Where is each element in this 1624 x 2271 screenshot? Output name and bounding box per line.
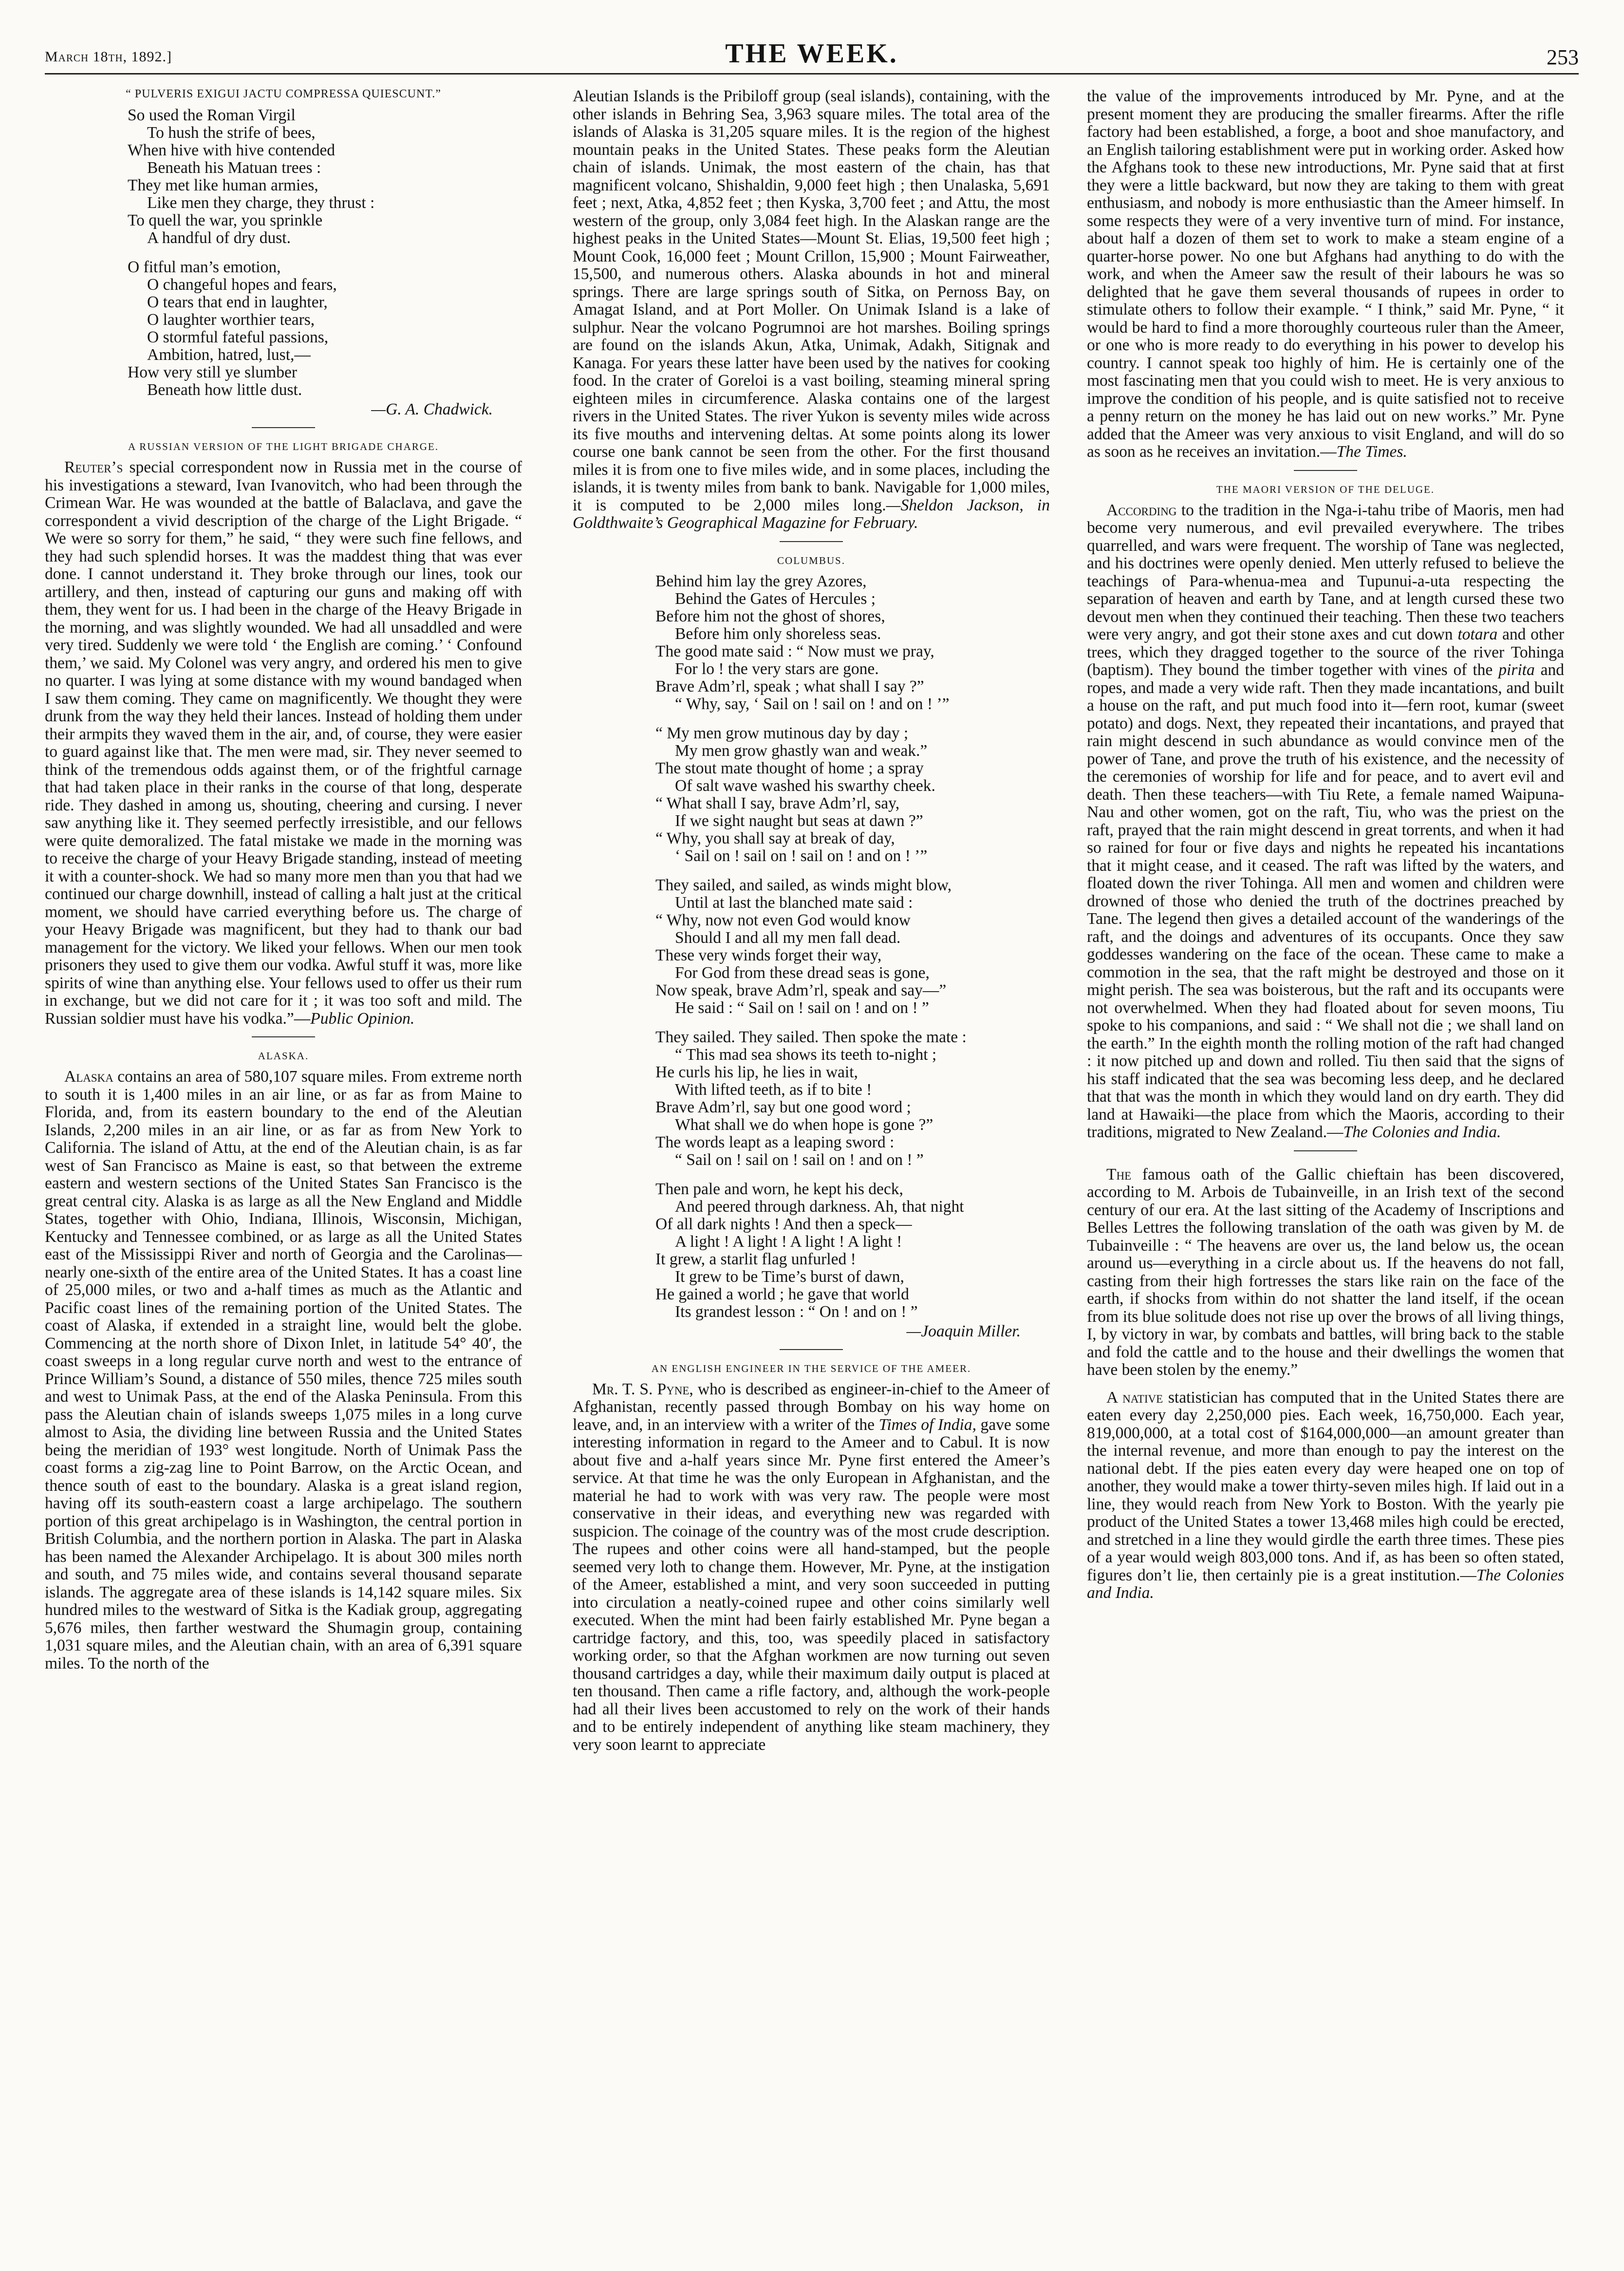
poem-line: “ This mad sea shows its teeth to-night ; [675,1045,937,1064]
masthead-rule [45,73,1579,75]
maori-body-c: and ropes, and made a very wide raft. Then they made incantations, and built a house on the raft, and put much food into it—fern root, kumar (sweet potato) and dogs. Next, they repeated their incantations, and prayed that rain might descend in such abundance as would convince men of the power of Tane, and prove the truth of his existence, and the necessity of the ceremonies of worship for life and for peace, and to avert evil and death. Then these teachers—with Tiu Rete, a female named Waipuna-Nau and other women, got on the raft, Tiu, who was the priest on the raft, prayed that the rain might descend in great torrents, and when it had so rained for four or five days and nights he repeated his incantations that it might cease, and it ceased. The raft was lifted by the waters, and floated down the river Tohinga. All men and women and children were drowned of those who denied the truth of the doctrines preached by Tane. The legend then gives a detailed account of the wanderings of the raft, and the doings and adventures of its occupants. Once they saw goddesses wandering on the face of the ocean. These came to make a commotion in the sea, that the raft might be destroyed and those on it might perish. The sea was boisterous, but the raft and its occupants were not overwhelmed. When they had floated about for seven moons, Tiu spoke to his companions, and said : “ We shall not die ; we shall land on the earth.” In the eighth month the rolling motion of the raft had changed : it now pitched up and down and rolled. Tiu then said that the signs of his staff indicated that the sea was becoming less deep, and he declared that that was the month in which they would land on dry earth. They did land at Hawaiki—the place from which the Maoris, according to their traditions, migrated to New Zealand.— [1087,661,1564,1141]
poem-line: Behind him lay the grey Azores, [655,572,867,590]
brigade-source: Public Opinion. [310,1009,415,1028]
engineer-source: The Times. [1336,443,1407,461]
poem-line: Beneath his Matuan trees : [147,159,321,177]
poem-line: For God from these dread seas is gone, [675,963,930,982]
engineer-body-1b: gave some interesting information in regard to the Ameer and to Cabul. It is now about five and a-half years since Mr. Pyne first entered the Ameer’s service. At that time he was the only European in Afghanistan, and the material he had to work with was very raw. The people were most conservative in their ideas, and everything new was regarded with suspicion. The coinage of the country was of the most crude description. The rupees and other coins were all hand-stamped, but the people seemed very loth to change them. However, Mr. Pyne, at the instigation of the Ameer, established a mint, and very soon succeeded in putting into circulation a neatly-coined rupee and other coins similarly well executed. When the mint had been fairly established Mr. Pyne began a cartridge factory, and this, too, was speedily placed in satisfactory working order, so that the Afghan workmen are now turning out seven thousand cartridges a day, while their maximum daily output is placed at ten thousand. Then came a rifle factory, and, although the work-people had all their lives been accustomed to rely on the work of their hands and to be entirely independent of anything like steam machinery, they very soon learnt to appreciate [573,1415,1050,1754]
engineer-times-of-india: Times of India, [878,1415,976,1434]
engineer-body-1a: who is described as engineer-in-chief to the Ameer of Afghanistan, recently passed through Bombay on his way home on leave, and, in an interview with a writer of the [573,1380,1050,1434]
section-rule [1294,470,1357,471]
columbus-author: —Joaquin Miller. [906,1322,1021,1340]
oath-body: famous oath of the Gallic chieftain has been discovered, according to M. Arbois de Tubainveille, in an Irish text of the second century of our era. At the last sitting of the Academy of Inscriptions and Belles Lettres the following translation of the oath was given by M. de Tubainveille : “ The heavens are over us, the land below us, the ocean around us—everything in a circle about us. If the heavens do not fall, casting from their high fortresses the stars like rain on the face of the earth, if shocks from within do not shatter the land itself, if the ocean from its blue solitude does not rise up over the brows of all living things, I, by victory in war, by combats and battles, will bring back to the stable and fold the cattle and to the house and their dwellings the women that have been stolen by the enemy.” [1087,1165,1564,1379]
section-rule [780,541,843,542]
poem-line: Of salt wave washed his swarthy cheek. [675,776,935,795]
poem-line: They sailed, and sailed, as winds might blow, [655,876,952,894]
poem-line: To quell the war, you sprinkle [128,211,323,229]
poem-line: Behind the Gates of Hercules ; [675,589,876,608]
engineer-body-2: the value of the improvements introduced by Mr. Pyne, and at the present moment they are producing the smaller firearms. After the rifle factory had been established, a forge, a boot and shoe manufactory, and an English tailoring establishment were put in working order. Asked how the Afghans took to these new introductions, Mr. Pyne said that at first they were a little backward, but now they are taking to them with great enthusiasm, and nobody is more enthusiastic than the Ameer himself. In some respects they were of a very inventive turn of mind. For instance, about half a dozen of them set to work to make a steam engine of a quarter-horse power. No one but Afghans had anything to do with the work, and when the Ameer saw the result of their labours he was so delighted that he gave them several thousands of rupees in order to stimulate others to follow their example. “ I think,” said Mr. Pyne, “ it would be hard to find a more thoroughly courteous ruler than the Ameer, or one who is more ready to do everything in his power to develop his country. I cannot speak too highly of him. He is certainly one of the most fascinating men that you could wish to meet. He is very anxious to improve the condition of his people, and is quite satisfied not to receive a penny return on the money he has laid out on new works.” Mr. Pyne added that the Ameer was very anxious to visit England, and will do so as soon as he receives an invitation.— [1087,88,1564,461]
brigade-paragraph [45,459,522,1028]
poem-line: Then pale and worn, he kept his deck, [655,1180,903,1198]
oath-paragraph [1087,1166,1564,1379]
poem-line: Before him only shoreless seas. [675,624,881,643]
poem-line: Until at last the blanched mate said : [675,893,913,912]
poem-line: O tears that end in laughter, [147,293,328,311]
poem-line: Brave Adm’rl, say but one good word ; [655,1098,911,1116]
maori-pirita: pirita [1498,661,1535,679]
engineer-paragraph-1 [573,1381,1050,1754]
poem-line: O fitful man’s emotion, [128,258,281,276]
poem-line: They sailed. They sailed. Then spoke the mate : [655,1028,967,1046]
poem-line: The words leapt as a leaping sword : [655,1133,895,1151]
poem-line: Beneath how little dust. [147,381,302,399]
brigade-heading: A RUSSIAN VERSION OF THE LIGHT BRIGADE CHARGE. [128,441,439,452]
oath-lead: The [1106,1165,1132,1183]
column-2 [573,88,1050,2245]
column-3 [1087,88,1564,2245]
engineer-lead: Mr. T. S. Pyne, [592,1380,693,1398]
poem-line: “ My men grow mutinous day by day ; [655,724,909,742]
alaska-lead: Alaska [64,1068,113,1086]
columbus-heading: COLUMBUS. [777,554,845,566]
poem-line: Before him not the ghost of shores, [655,607,885,625]
brigade-body: special correspondent now in Russia met in the course of his investigations a steward, Ivan Ivanovitch, who had been through the Crimean War. He was wounded at the battle of Balaclava, and gave the correspondent a vivid description of the charge of the Light Brigade. “ We were so sorry for them,” he said, “ they were such fine fellows, and they had such splendid horses. It was the maddest thing that was ever done. I cannot understand it. They broke through our lines, took our artillery, and then, instead of capturing our guns and making off with them, they went for us. I had been in the charge of the Heavy Brigade in the morning, and was slightly wounded. We had all unsaddled and were very tired. Suddenly we were told ‘ the English are coming.’ ‘ Confound them,’ we said. My Colonel was very angry, and ordered his men to give no quarter. I was lying at some distance with my wound bandaged when I saw them coming. They came on magnificently. We thought they were drunk from the way they held their lances. Instead of holding them under their armpits they waved them in the air, and, of course, they were easier to guard against like that. The men were mad, sir. They never seemed to think of the tremendous odds against them, or of the frightful carnage that had taken place in their ranks in the course of that long, desperate ride. They dashed in among us, shouting, cheering and cursing. I never saw anything like it. They seemed perfectly irresistible, and our fellows were quite demoralized. The fatal mistake we made in the morning was to receive the charge of your Heavy Brigade standing, instead of meeting it with a counter-shock. We had so many more men than you that had we continued our charge downhill, instead of calling a halt just at the critical moment, we should have carried everything before us. The charge of your Heavy Brigade was magnificent, but they had to thank our bad management for the victory. We liked your fellows. When our men took prisoners they used to give them our vodka. Awful stuff it was, more like spirits of wine than anything else. Your fellows used to offer us their rum in exchange, but we did not care for it ; it was too soft and mild. The Russian soldier must have his vodka.”— [45,458,522,1028]
poem-line: “ Why, now not even God would know [655,911,911,929]
section-rule [252,427,315,428]
poem-line: For lo ! the very stars are gone. [675,659,879,678]
poem-line: Should I and all my men fall dead. [675,928,901,947]
poem-line: O changeful hopes and fears, [147,276,337,294]
pies-source: The Colonies and India. [1087,1566,1564,1602]
maori-source: The Colonies and India. [1343,1123,1501,1141]
poem-line: The good mate said : “ Now must we pray, [655,642,934,660]
poem-line: “ Sail on ! sail on ! sail on ! and on ! ” [675,1150,924,1169]
poem-line: What shall we do when hope is gone ?” [675,1115,933,1134]
alaska-body-1: contains an area of 580,107 square miles. From extreme north to south it is 1,400 miles in an air line, or as far as from Maine to Florida, and, from its eastern boundary to the end of the Aleutian Islands, 2,200 miles in an air line, or as far as from New York to California. The island of Attu, at the end of the Aleutian chain, is as far west of San Francisco as Maine is east, so that between the extreme eastern and western sections of the United States San Francisco is the great central city. Alaska is as large as all the New England and Middle States, together with Ohio, Indiana, Illinois, Wisconsin, Michigan, Kentucky and Tennessee combined, or as large as all the United States east of the Mississippi River and north of Georgia and the Carolinas—nearly one-sixth of the entire area of the United States. It has a coast line of 25,000 miles, or two and a-half times as much as the Atlantic and Pacific coast lines of the remaining portion of the United States. The coast of Alaska, if extended in a straight line, would belt the globe. Commencing at the north shore of Dixon Inlet, in latitude 54° 40′, the coast sweeps in a long regular curve north and west to the entrance of Prince William’s Sound, a distance of 550 miles, thence 725 miles south and west to Unimak Pass, at the end of the Alaska Peninsula. From this pass the Aleutian chain of islands sweeps 1,075 miles in a long curve almost to Asia, the dividing line between Russia and the United States being the meridian of 193° west longitude. North of Unimak Pass the coast forms a zig-zag line to Point Barrow, on the Arctic Ocean, and thence south of east to the boundary. Alaska is a great island region, having off its south-eastern coast a large archipelago. The southern portion of this great archipelago is in Washington, the central portion in British Columbia, and the northern portion in Alaska. The part in Alaska has been named the Alexander Archipelago. It is about 300 miles north and south, and 75 miles wide, and contains several thousand separate islands. The aggregate area of these islands is 14,142 square miles. Six hundred miles to the westward of Sitka is the Kadiak group, aggregating 5,676 miles, then farther westward the Shumagin group, containing 1,031 square miles, and the Aleutian chain, with an area of 6,391 square miles. To the north of the [45,1068,522,1672]
poem-line: ‘ Sail on ! sail on ! sail on ! and on ! ’” [675,846,928,865]
masthead [45,38,1579,72]
poem-line: He gained a world ; he gave that world [655,1285,909,1303]
poem-line: A light ! A light ! A light ! A light ! [675,1232,902,1251]
poem-line: These very winds forget their way, [655,946,882,964]
maori-totara: totara [1457,625,1498,643]
poem-line: He curls his lip, he lies in wait, [655,1063,858,1081]
poem-line: It grew, a starlit flag unfurled ! [655,1250,856,1268]
pies-body: statistician has computed that in the United States there are eaten every day 2,250,000 pies. Each week, 16,750,000. Each year, 819,000,000, at a total cost of $164,000,000—an amount greater than the internal revenue, and more than enough to pay the interest on the national debt. If the pies eaten every day were heaped one on top of another, they would make a tower thirty-seven miles high. If laid out in a line, they would reach from New York to Boston. With the yearly pie product of the United States a tower 13,468 miles high could be erected, and stretched in a line they would girdle the earth three times. These pies of a year would weigh 803,000 tons. And if, as has been so often stated, figures don’t lie, then certainly pie is a great institution.— [1087,1388,1564,1584]
pulveris-author: —G. A. Chadwick. [371,400,493,418]
alaska-paragraph-1 [45,1068,522,1672]
poem-line: When hive with hive contended [128,141,336,159]
poem-line: My men grow ghastly wan and weak.” [675,741,928,760]
alaska-paragraph-2 [573,88,1050,532]
pies-lead: A native [1106,1388,1163,1407]
page-number: 253 [1547,45,1579,69]
poem-line: To hush the strife of bees, [147,124,316,142]
poem-line: O laughter worthier tears, [147,311,315,329]
poem-line: Ambition, hatred, lust,— [147,346,311,364]
poem-line: “ Why, say, ‘ Sail on ! sail on ! and on ! ’” [675,694,950,713]
pulveris-heading: “ PULVERIS EXIGUI JACTU COMPRESSA QUIESCUNT.” [126,88,441,100]
section-rule [1294,1150,1357,1151]
poem-line: They met like human armies, [128,176,318,194]
poem-line: Now speak, brave Adm’rl, speak and say—” [655,981,947,999]
section-rule [252,1036,315,1037]
poem-line: With lifted teeth, as if to bite ! [675,1080,872,1099]
pies-paragraph [1087,1389,1564,1602]
alaska-source: —Sheldon Jackson, in Goldthwaite’s Geographical Magazine for February. [573,496,1050,532]
poem-line: O stormful fateful passions, [147,328,329,346]
maori-lead: According [1106,501,1177,519]
alaska-body-2: Aleutian Islands is the Pribiloff group (seal islands), containing, with the other islands in Behring Sea, 3,963 square miles. The total area of the islands of Alaska is 31,205 square miles. It is the region of the highest mountain peaks in the United States. These peaks form the Aleutian chain of islands. Unimak, the most eastern of the chain, has that magnificent volcano, Shishaldin, 9,000 feet high ; then Unalaska, 5,691 feet ; next, Atka, 4,852 feet ; then Kyska, 3,700 feet ; and Attu, the most western of the group, only 3,084 feet high. In the Alaskan range are the highest peaks in the United States—Mount St. Elias, 19,500 feet high ; Mount Cook, 16,000 feet ; Mount Crillon, 15,900 ; Mount Fairweather, 15,500, and numerous others. Alaska abounds in hot and mineral springs. There are large springs south of Sitka, on Pernoss Bay, on Amagat Island, and at Port Moller. On Unimak Island is a lake of sulphur. Near the volcano Pogrumnoi are hot marshes. Boiling springs are found on the islands Akun, Atka, Unimak, Adakh, Sitignak and Kanaga. For years these latter have been used by the natives for cooking food. In the crater of Goreloi is a vast boiling, steaming mineral spring eighteen miles in circumference. Alaska contains one of the largest rivers in the United States. The river Yukon is seventy miles wide across its five mouths and intervening deltas. At some points along its lower course one bank cannot be seen from the other. For the first thousand miles it is from one to five miles wide, and in some places, including the islands, it is twenty miles from bank to bank. Navigable for 1,000 miles, it is computed to be 2,000 miles long. [573,88,1050,514]
poem-line: If we sight naught but seas at dawn ?” [675,811,923,830]
engineer-paragraph-2 [1087,88,1564,461]
poem-line: Brave Adm’rl, speak ; what shall I say ?” [655,677,924,695]
poem-line: So used the Roman Virgil [128,106,296,124]
poem-line: Like men they charge, they thrust : [147,194,375,212]
issue-date: March 18th, 1892.] [45,49,172,65]
poem-line: He said : “ Sail on ! sail on ! and on ! ” [675,998,929,1017]
column-1 [45,88,522,2245]
poem-line: It grew to be Time’s burst of dawn, [675,1267,904,1286]
poem-line: “ Why, you shall say at break of day, [655,829,895,847]
poem-line: Of all dark nights ! And then a speck— [655,1215,912,1233]
maori-body-b: and other trees, which they dragged together to the source of the river Tohinga (baptism). They bound the timber together with vines of the [1087,625,1564,679]
poem-line: And peered through darkness. Ah, that night [675,1197,964,1216]
poem-line: How very still ye slumber [128,363,297,381]
poem-line: A handful of dry dust. [147,229,291,247]
maori-heading: THE MAORI VERSION OF THE DELUGE. [1216,483,1435,495]
poem-line: Its grandest lesson : “ On ! and on ! ” [675,1302,918,1321]
newspaper-title: THE WEEK. [725,38,898,69]
alaska-heading: ALASKA. [258,1050,309,1062]
pulveris-poem [45,107,522,399]
section-rule [780,1349,843,1350]
poem-line: The stout mate thought of home ; a spray [655,759,924,777]
columbus-poem [573,573,1050,1321]
poem-line: “ What shall I say, brave Adm’rl, say, [655,794,900,812]
maori-body-a: to the tradition in the Nga-i-tahu tribe of Maoris, men had become very numerous, and evil prevailed everywhere. The tribes quarrelled, and wars were frequent. The worship of Tane was neglected, and his doctrines were openly denied. Men utterly refused to believe the teachings of Para-whenua-mea and Tupunui-a-uta respecting the separation of heaven and earth by Tane, and at length cursed these two devout men when they continued their teaching. Then these two teachers were very angry, and got their stone axes and cut down [1087,501,1564,643]
maori-paragraph [1087,502,1564,1142]
engineer-heading: AN ENGLISH ENGINEER IN THE SERVICE OF THE AMEER. [651,1362,971,1374]
brigade-lead: Reuter’s [64,458,123,476]
